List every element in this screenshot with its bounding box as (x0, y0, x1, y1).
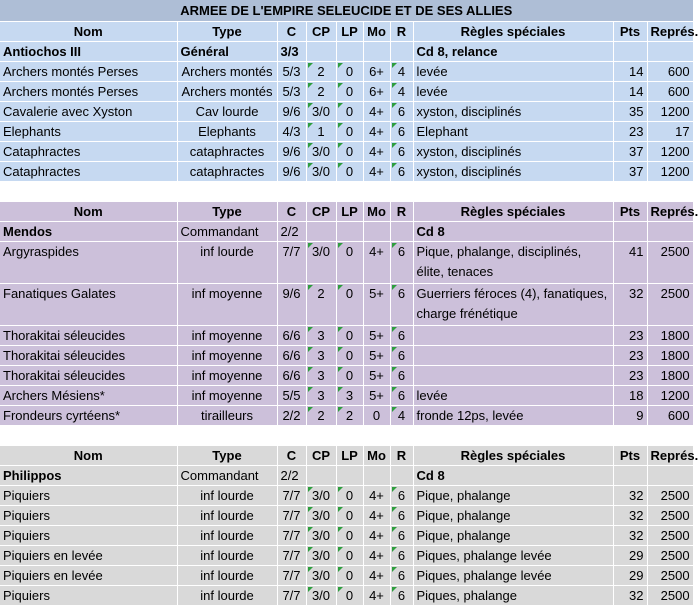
leader-regles: Cd 8 (413, 466, 613, 486)
unit-row (0, 102, 693, 122)
unit-regles: xyston, disciplinés (413, 142, 613, 162)
unit-regles: Pique, phalange, disciplinés, élite, tenaces (413, 242, 613, 284)
unit-c: 2/2 (277, 406, 306, 426)
empty-cell (336, 222, 363, 242)
unit-row (0, 386, 693, 406)
unit-cp: 2 (306, 406, 336, 426)
unit-cp: 3/0 (306, 142, 336, 162)
unit-row (0, 486, 693, 506)
unit-mo: 4+ (363, 102, 390, 122)
unit-type: cataphractes (177, 142, 277, 162)
unit-type: inf lourde (177, 242, 277, 284)
unit-pts: 18 (613, 386, 647, 406)
header-type: Type (177, 202, 277, 222)
unit-c: 9/6 (277, 162, 306, 182)
unit-cp: 2 (306, 62, 336, 82)
unit-cp: 3/0 (306, 546, 336, 566)
unit-row (0, 326, 693, 346)
unit-r: 6 (390, 386, 413, 406)
unit-repres: 600 (647, 62, 693, 82)
unit-repres: 600 (647, 406, 693, 426)
unit-type: cataphractes (177, 162, 277, 182)
unit-c: 7/7 (277, 546, 306, 566)
unit-cp: 3/0 (306, 586, 336, 606)
empty-cell (363, 42, 390, 62)
empty-cell (336, 466, 363, 486)
unit-cp: 3/0 (306, 526, 336, 546)
unit-nom: Elephants (0, 122, 177, 142)
unit-type: inf moyenne (177, 386, 277, 406)
unit-c: 7/7 (277, 526, 306, 546)
unit-mo: 5+ (363, 326, 390, 346)
unit-nom: Thorakitai séleucides (0, 326, 177, 346)
unit-lp: 0 (336, 366, 363, 386)
unit-repres: 2500 (647, 284, 693, 326)
sheet-title: ARMEE DE L'EMPIRE SELEUCIDE ET DE SES ALLIES (0, 0, 693, 22)
empty-cell (613, 42, 647, 62)
unit-type: inf lourde (177, 486, 277, 506)
unit-mo: 4+ (363, 546, 390, 566)
unit-nom: Piquiers (0, 586, 177, 606)
unit-repres: 600 (647, 82, 693, 102)
unit-regles: Elephant (413, 122, 613, 142)
unit-lp: 0 (336, 284, 363, 326)
header-nom: Nom (0, 446, 177, 466)
unit-nom: Archers montés Perses (0, 62, 177, 82)
empty-cell (613, 466, 647, 486)
section-gap (0, 426, 693, 446)
unit-type: inf lourde (177, 566, 277, 586)
unit-mo: 4+ (363, 566, 390, 586)
unit-r: 4 (390, 406, 413, 426)
unit-c: 5/3 (277, 62, 306, 82)
unit-lp: 0 (336, 326, 363, 346)
unit-mo: 5+ (363, 386, 390, 406)
unit-c: 7/7 (277, 506, 306, 526)
unit-c: 6/6 (277, 326, 306, 346)
unit-repres: 2500 (647, 526, 693, 546)
leader-regles: Cd 8, relance (413, 42, 613, 62)
header-lp: LP (336, 202, 363, 222)
column-header-row (0, 202, 693, 222)
unit-c: 7/7 (277, 586, 306, 606)
unit-lp: 0 (336, 346, 363, 366)
leader-c: 3/3 (277, 42, 306, 62)
unit-pts: 14 (613, 62, 647, 82)
unit-nom: Cataphractes (0, 162, 177, 182)
header-lp: LP (336, 22, 363, 42)
unit-nom: Cavalerie avec Xyston (0, 102, 177, 122)
leader-regles: Cd 8 (413, 222, 613, 242)
unit-repres: 2500 (647, 566, 693, 586)
empty-cell (647, 222, 693, 242)
header-nom: Nom (0, 22, 177, 42)
unit-row (0, 406, 693, 426)
unit-pts: 32 (613, 526, 647, 546)
header-cp: CP (306, 446, 336, 466)
unit-row (0, 62, 693, 82)
unit-pts: 23 (613, 366, 647, 386)
unit-nom: Piquiers en levée (0, 566, 177, 586)
unit-r: 6 (390, 122, 413, 142)
title-row (0, 0, 693, 22)
unit-mo: 4+ (363, 526, 390, 546)
unit-c: 9/6 (277, 284, 306, 326)
unit-lp: 0 (336, 526, 363, 546)
unit-row (0, 122, 693, 142)
gap-cell (0, 426, 693, 446)
unit-row (0, 566, 693, 586)
unit-r: 6 (390, 486, 413, 506)
unit-nom: Piquiers (0, 506, 177, 526)
unit-c: 7/7 (277, 566, 306, 586)
unit-row (0, 346, 693, 366)
unit-repres: 2500 (647, 486, 693, 506)
header-pts: Pts (613, 446, 647, 466)
leader-type: Général (177, 42, 277, 62)
unit-r: 6 (390, 346, 413, 366)
leader-c: 2/2 (277, 466, 306, 486)
unit-repres: 2500 (647, 506, 693, 526)
unit-mo: 6+ (363, 62, 390, 82)
unit-pts: 23 (613, 326, 647, 346)
header-c: C (277, 202, 306, 222)
unit-type: Cav lourde (177, 102, 277, 122)
unit-c: 9/6 (277, 102, 306, 122)
section-gap (0, 182, 693, 202)
unit-r: 6 (390, 366, 413, 386)
header-c: C (277, 446, 306, 466)
unit-c: 9/6 (277, 142, 306, 162)
unit-lp: 0 (336, 586, 363, 606)
unit-row (0, 586, 693, 606)
unit-r: 6 (390, 142, 413, 162)
unit-mo: 6+ (363, 82, 390, 102)
unit-cp: 3/0 (306, 162, 336, 182)
empty-cell (390, 42, 413, 62)
header-type: Type (177, 446, 277, 466)
unit-type: inf lourde (177, 506, 277, 526)
unit-pts: 29 (613, 566, 647, 586)
header-type: Type (177, 22, 277, 42)
header-mo: Mo (363, 22, 390, 42)
empty-cell (647, 42, 693, 62)
unit-lp: 0 (336, 546, 363, 566)
unit-lp: 0 (336, 122, 363, 142)
header-repres: Représ. (647, 202, 693, 222)
unit-pts: 32 (613, 506, 647, 526)
header-regles: Règles spéciales (413, 202, 613, 222)
unit-regles: fronde 12ps, levée (413, 406, 613, 426)
unit-r: 6 (390, 526, 413, 546)
unit-cp: 3 (306, 346, 336, 366)
unit-nom: Fanatiques Galates (0, 284, 177, 326)
leader-name: Antiochos III (0, 42, 177, 62)
unit-lp: 0 (336, 506, 363, 526)
header-mo: Mo (363, 202, 390, 222)
unit-r: 6 (390, 546, 413, 566)
empty-cell (306, 466, 336, 486)
unit-mo: 5+ (363, 366, 390, 386)
unit-lp: 0 (336, 62, 363, 82)
unit-repres: 1800 (647, 326, 693, 346)
empty-cell (306, 222, 336, 242)
header-pts: Pts (613, 202, 647, 222)
unit-cp: 2 (306, 284, 336, 326)
unit-type: inf lourde (177, 526, 277, 546)
unit-row (0, 526, 693, 546)
unit-pts: 29 (613, 546, 647, 566)
unit-pts: 32 (613, 586, 647, 606)
unit-repres: 2500 (647, 586, 693, 606)
leader-name: Philippos (0, 466, 177, 486)
unit-cp: 3/0 (306, 242, 336, 284)
unit-nom: Frondeurs cyrtéens* (0, 406, 177, 426)
unit-mo: 4+ (363, 122, 390, 142)
unit-repres: 1200 (647, 386, 693, 406)
unit-regles (413, 366, 613, 386)
unit-cp: 3/0 (306, 566, 336, 586)
header-repres: Représ. (647, 22, 693, 42)
header-c: C (277, 22, 306, 42)
unit-nom: Thorakitai séleucides (0, 346, 177, 366)
empty-cell (363, 466, 390, 486)
unit-row (0, 284, 693, 326)
unit-r: 6 (390, 326, 413, 346)
unit-mo: 0 (363, 406, 390, 426)
unit-cp: 3/0 (306, 102, 336, 122)
unit-lp: 0 (336, 102, 363, 122)
unit-mo: 4+ (363, 242, 390, 284)
unit-regles (413, 326, 613, 346)
unit-regles: Guerriers féroces (4), fanatiques, charge frénétique (413, 284, 613, 326)
empty-cell (390, 222, 413, 242)
unit-repres: 1800 (647, 346, 693, 366)
header-cp: CP (306, 202, 336, 222)
unit-mo: 4+ (363, 506, 390, 526)
unit-lp: 0 (336, 486, 363, 506)
header-mo: Mo (363, 446, 390, 466)
empty-cell (336, 42, 363, 62)
unit-lp: 3 (336, 386, 363, 406)
leader-row (0, 466, 693, 486)
unit-pts: 35 (613, 102, 647, 122)
unit-mo: 5+ (363, 346, 390, 366)
unit-mo: 4+ (363, 142, 390, 162)
unit-type: Archers montés (177, 62, 277, 82)
unit-pts: 41 (613, 242, 647, 284)
unit-type: tirailleurs (177, 406, 277, 426)
header-r: R (390, 22, 413, 42)
unit-r: 6 (390, 506, 413, 526)
unit-r: 6 (390, 102, 413, 122)
unit-regles: levée (413, 386, 613, 406)
unit-regles: Pique, phalange (413, 506, 613, 526)
unit-repres: 17 (647, 122, 693, 142)
empty-cell (613, 222, 647, 242)
header-cp: CP (306, 22, 336, 42)
unit-nom: Piquiers en levée (0, 546, 177, 566)
unit-c: 7/7 (277, 486, 306, 506)
unit-cp: 1 (306, 122, 336, 142)
header-regles: Règles spéciales (413, 446, 613, 466)
leader-type: Commandant (177, 222, 277, 242)
unit-pts: 9 (613, 406, 647, 426)
leader-c: 2/2 (277, 222, 306, 242)
unit-c: 6/6 (277, 366, 306, 386)
unit-regles: xyston, disciplinés (413, 102, 613, 122)
unit-repres: 1200 (647, 102, 693, 122)
unit-c: 5/3 (277, 82, 306, 102)
unit-lp: 0 (336, 142, 363, 162)
leader-row (0, 222, 693, 242)
unit-nom: Thorakitai séleucides (0, 366, 177, 386)
leader-type: Commandant (177, 466, 277, 486)
empty-cell (647, 466, 693, 486)
unit-r: 6 (390, 162, 413, 182)
unit-type: Elephants (177, 122, 277, 142)
unit-pts: 32 (613, 284, 647, 326)
header-nom: Nom (0, 202, 177, 222)
unit-row (0, 82, 693, 102)
column-header-row (0, 446, 693, 466)
gap-cell (0, 182, 693, 202)
unit-r: 4 (390, 82, 413, 102)
empty-cell (363, 222, 390, 242)
unit-row (0, 142, 693, 162)
unit-nom: Piquiers (0, 526, 177, 546)
unit-regles (413, 346, 613, 366)
unit-mo: 4+ (363, 486, 390, 506)
unit-type: inf moyenne (177, 346, 277, 366)
unit-pts: 32 (613, 486, 647, 506)
leader-name: Mendos (0, 222, 177, 242)
unit-r: 6 (390, 566, 413, 586)
unit-cp: 2 (306, 82, 336, 102)
empty-cell (306, 42, 336, 62)
unit-cp: 3 (306, 326, 336, 346)
unit-mo: 4+ (363, 586, 390, 606)
unit-repres: 1200 (647, 142, 693, 162)
unit-lp: 2 (336, 406, 363, 426)
unit-cp: 3/0 (306, 486, 336, 506)
unit-row (0, 242, 693, 284)
unit-cp: 3 (306, 366, 336, 386)
unit-type: inf moyenne (177, 326, 277, 346)
header-regles: Règles spéciales (413, 22, 613, 42)
unit-row (0, 366, 693, 386)
unit-type: inf lourde (177, 586, 277, 606)
unit-c: 7/7 (277, 242, 306, 284)
unit-mo: 4+ (363, 162, 390, 182)
unit-repres: 1200 (647, 162, 693, 182)
unit-regles: Pique, phalange (413, 526, 613, 546)
unit-pts: 37 (613, 162, 647, 182)
unit-pts: 23 (613, 346, 647, 366)
unit-type: inf moyenne (177, 366, 277, 386)
header-r: R (390, 446, 413, 466)
unit-nom: Archers Mésiens* (0, 386, 177, 406)
unit-regles: Piques, phalange (413, 586, 613, 606)
unit-mo: 5+ (363, 284, 390, 326)
unit-regles: xyston, disciplinés (413, 162, 613, 182)
column-header-row (0, 22, 693, 42)
unit-r: 4 (390, 62, 413, 82)
unit-lp: 0 (336, 566, 363, 586)
unit-row (0, 506, 693, 526)
unit-repres: 1800 (647, 366, 693, 386)
unit-nom: Archers montés Perses (0, 82, 177, 102)
unit-pts: 23 (613, 122, 647, 142)
unit-regles: Piques, phalange levée (413, 566, 613, 586)
unit-c: 5/5 (277, 386, 306, 406)
empty-cell (390, 466, 413, 486)
unit-cp: 3/0 (306, 506, 336, 526)
unit-c: 4/3 (277, 122, 306, 142)
unit-nom: Piquiers (0, 486, 177, 506)
unit-type: inf lourde (177, 546, 277, 566)
unit-repres: 2500 (647, 546, 693, 566)
unit-r: 6 (390, 284, 413, 326)
unit-type: Archers montés (177, 82, 277, 102)
header-repres: Représ. (647, 446, 693, 466)
unit-lp: 0 (336, 82, 363, 102)
unit-c: 6/6 (277, 346, 306, 366)
header-lp: LP (336, 446, 363, 466)
header-pts: Pts (613, 22, 647, 42)
unit-regles: Piques, phalange levée (413, 546, 613, 566)
unit-repres: 2500 (647, 242, 693, 284)
leader-row (0, 42, 693, 62)
unit-regles: levée (413, 82, 613, 102)
unit-nom: Cataphractes (0, 142, 177, 162)
unit-regles: Pique, phalange (413, 486, 613, 506)
unit-cp: 3 (306, 386, 336, 406)
header-r: R (390, 202, 413, 222)
unit-type: inf moyenne (177, 284, 277, 326)
unit-nom: Argyraspides (0, 242, 177, 284)
unit-regles: levée (413, 62, 613, 82)
unit-lp: 0 (336, 162, 363, 182)
unit-row (0, 546, 693, 566)
unit-pts: 14 (613, 82, 647, 102)
unit-r: 6 (390, 586, 413, 606)
unit-pts: 37 (613, 142, 647, 162)
unit-row (0, 162, 693, 182)
unit-lp: 0 (336, 242, 363, 284)
unit-r: 6 (390, 242, 413, 284)
